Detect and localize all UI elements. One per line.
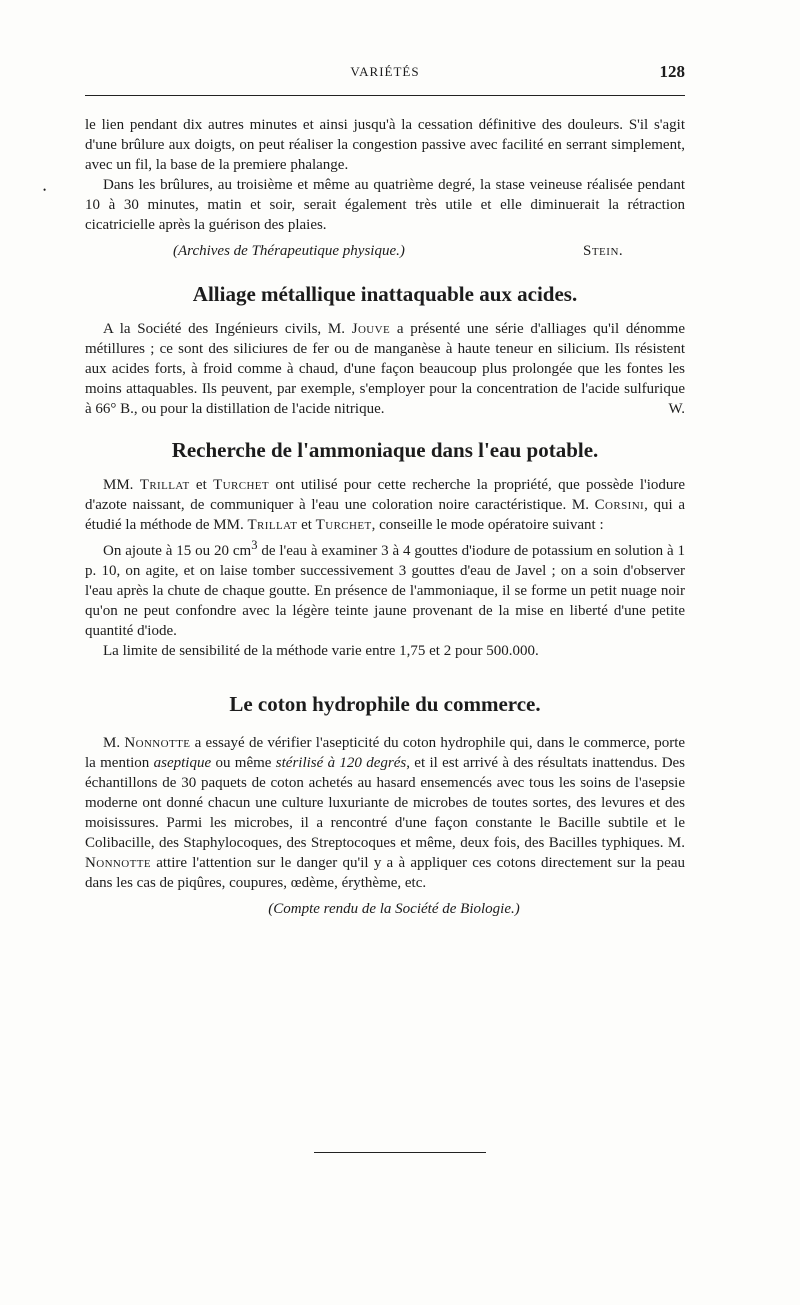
heading-coton: Le coton hydrophile du commerce. <box>229 692 541 716</box>
text-run: , conseille le mode opératoire suivant : <box>371 517 604 533</box>
person-name: Corsini <box>594 497 645 513</box>
text-run: attire l'attention sur le danger qu'il y a à appliquer ces cotons directement sur la peau dans les cas de piqûres, coupures, œdème, érythème, etc. <box>85 855 685 891</box>
paragraph-coton <box>85 733 685 893</box>
end-rule <box>314 1152 486 1153</box>
author-initial: W. <box>668 401 685 417</box>
paragraph-alliage <box>85 319 685 419</box>
text-run: de l'eau à examiner 3 à 4 gouttes d'iodure de potassium en solution à 1 p. 10, on agite, et on laise tomber successivement 3 gouttes d'eau de Javel ; on a soin d'observer l'eau après la chute de chaque goutte. En présence de l'ammoniaque, il se forme un petit nuage noir qu'on ne peut confondre avec la légère teinte jaune provenant de la mise en liberté d'une petite quantité d'iode. <box>85 543 685 639</box>
paragraph-ammoniaque-limit: La limite de sensibilité de la méthode varie entre 1,75 et 2 pour 500.000. <box>103 643 539 659</box>
source-citation: (Archives de Thérapeutique physique.) <box>173 243 405 259</box>
paragraph-continuation: le lien pendant dix autres minutes et ainsi jusqu'à la cessation définitive des douleurs. S'il s'agit d'une brûlure aux doigts, on peut réaliser la congestion passive avec facilité en serrant simplement, avec un fil, la base de la premiere phalange. <box>85 117 685 173</box>
emphasis: stérilisé à 120 degrés <box>275 755 407 771</box>
person-name: Jouve <box>351 321 391 337</box>
text-run: et <box>301 517 312 533</box>
text-run: , et il est arrivé à des résultats inattendus. Des échantillons de 30 paquets de coton achetés au hasard ensemencés avec tous les soins de l'asepsie moderne ont donné chacun une culture luxuriante de microbes de toutes sortes, des levures et des moisissures. Parmi les microbes, il a rencontré d'une façon constante le Bacille subtile et le Colibacille, des Staphylocoques, des Streptocoques et même, deux fois, des Bacilles typhiques. M. <box>85 755 686 851</box>
text-run: On ajoute à 15 ou 20 cm <box>103 543 252 559</box>
page-number: 128 <box>659 62 685 81</box>
author-signature: Stein. <box>583 243 624 259</box>
text-run: A la Société des Ingénieurs civils, M. <box>103 321 345 337</box>
text-run: MM. <box>103 477 134 493</box>
running-title: VARIÉTÉS <box>350 64 420 79</box>
heading-alliage: Alliage métallique inattaquable aux acides. <box>192 282 578 306</box>
text-run: M. <box>103 735 121 751</box>
person-name: Turchet <box>213 477 270 493</box>
source-line <box>85 241 685 263</box>
person-name: Trillat <box>247 517 298 533</box>
emphasis: aseptique <box>153 755 212 771</box>
coton-citation: (Compte rendu de la Société de Biologie.) <box>268 901 520 917</box>
ink-dot: • <box>43 185 47 195</box>
paragraph-ammoniaque-intro <box>85 475 685 535</box>
text-run: a présenté une série d'alliages qu'il dénomme métillures ; ce sont des siliciures de fer ou de manganèse à haute teneur en silicium. Ils résistent aux acides forts, à froid comme à chaud, d'une façon beaucoup plus prolongée que les fontes les moins attaquables. Ils peuvent, par exemple, s'employer pour la concentration de l'acide sulfurique à 66° B., ou pour la distillation de l'acide nitrique. <box>85 321 686 417</box>
person-name: Turchet <box>315 517 372 533</box>
page-header <box>85 62 685 86</box>
person-name: Trillat <box>139 477 190 493</box>
paragraph-burns: Dans les brûlures, au troisième et même au quatrième degré, la stase veineuse réalisée pendant 10 à 30 minutes, matin et soir, serait également très utile et elle diminuerait la rétraction cicatricielle après la guérison des plaies. <box>85 177 685 233</box>
text-run: ou même <box>215 755 272 771</box>
heading-ammoniaque: Recherche de l'ammoniaque dans l'eau potable. <box>171 438 599 462</box>
person-name: Nonnotte <box>85 855 151 871</box>
person-name: Nonnotte <box>124 735 191 751</box>
header-rule <box>85 95 685 96</box>
page-content <box>85 115 685 919</box>
paragraph-ammoniaque-method <box>85 535 685 641</box>
text-run: ont utilisé pour cette recherche la propriété, que possède l'iodure d'azote naissant, de communiquer à l'eau une coloration noire caractéristique. M. <box>85 477 686 513</box>
text-run: et <box>195 477 207 493</box>
text-run: a essayé de vérifier l'asepticité du coton hydrophile qui, dans le commerce, porte la mention <box>85 735 686 771</box>
superscript: 3 <box>251 538 258 552</box>
text-run: , qui a étudié la méthode de MM. <box>85 497 686 533</box>
